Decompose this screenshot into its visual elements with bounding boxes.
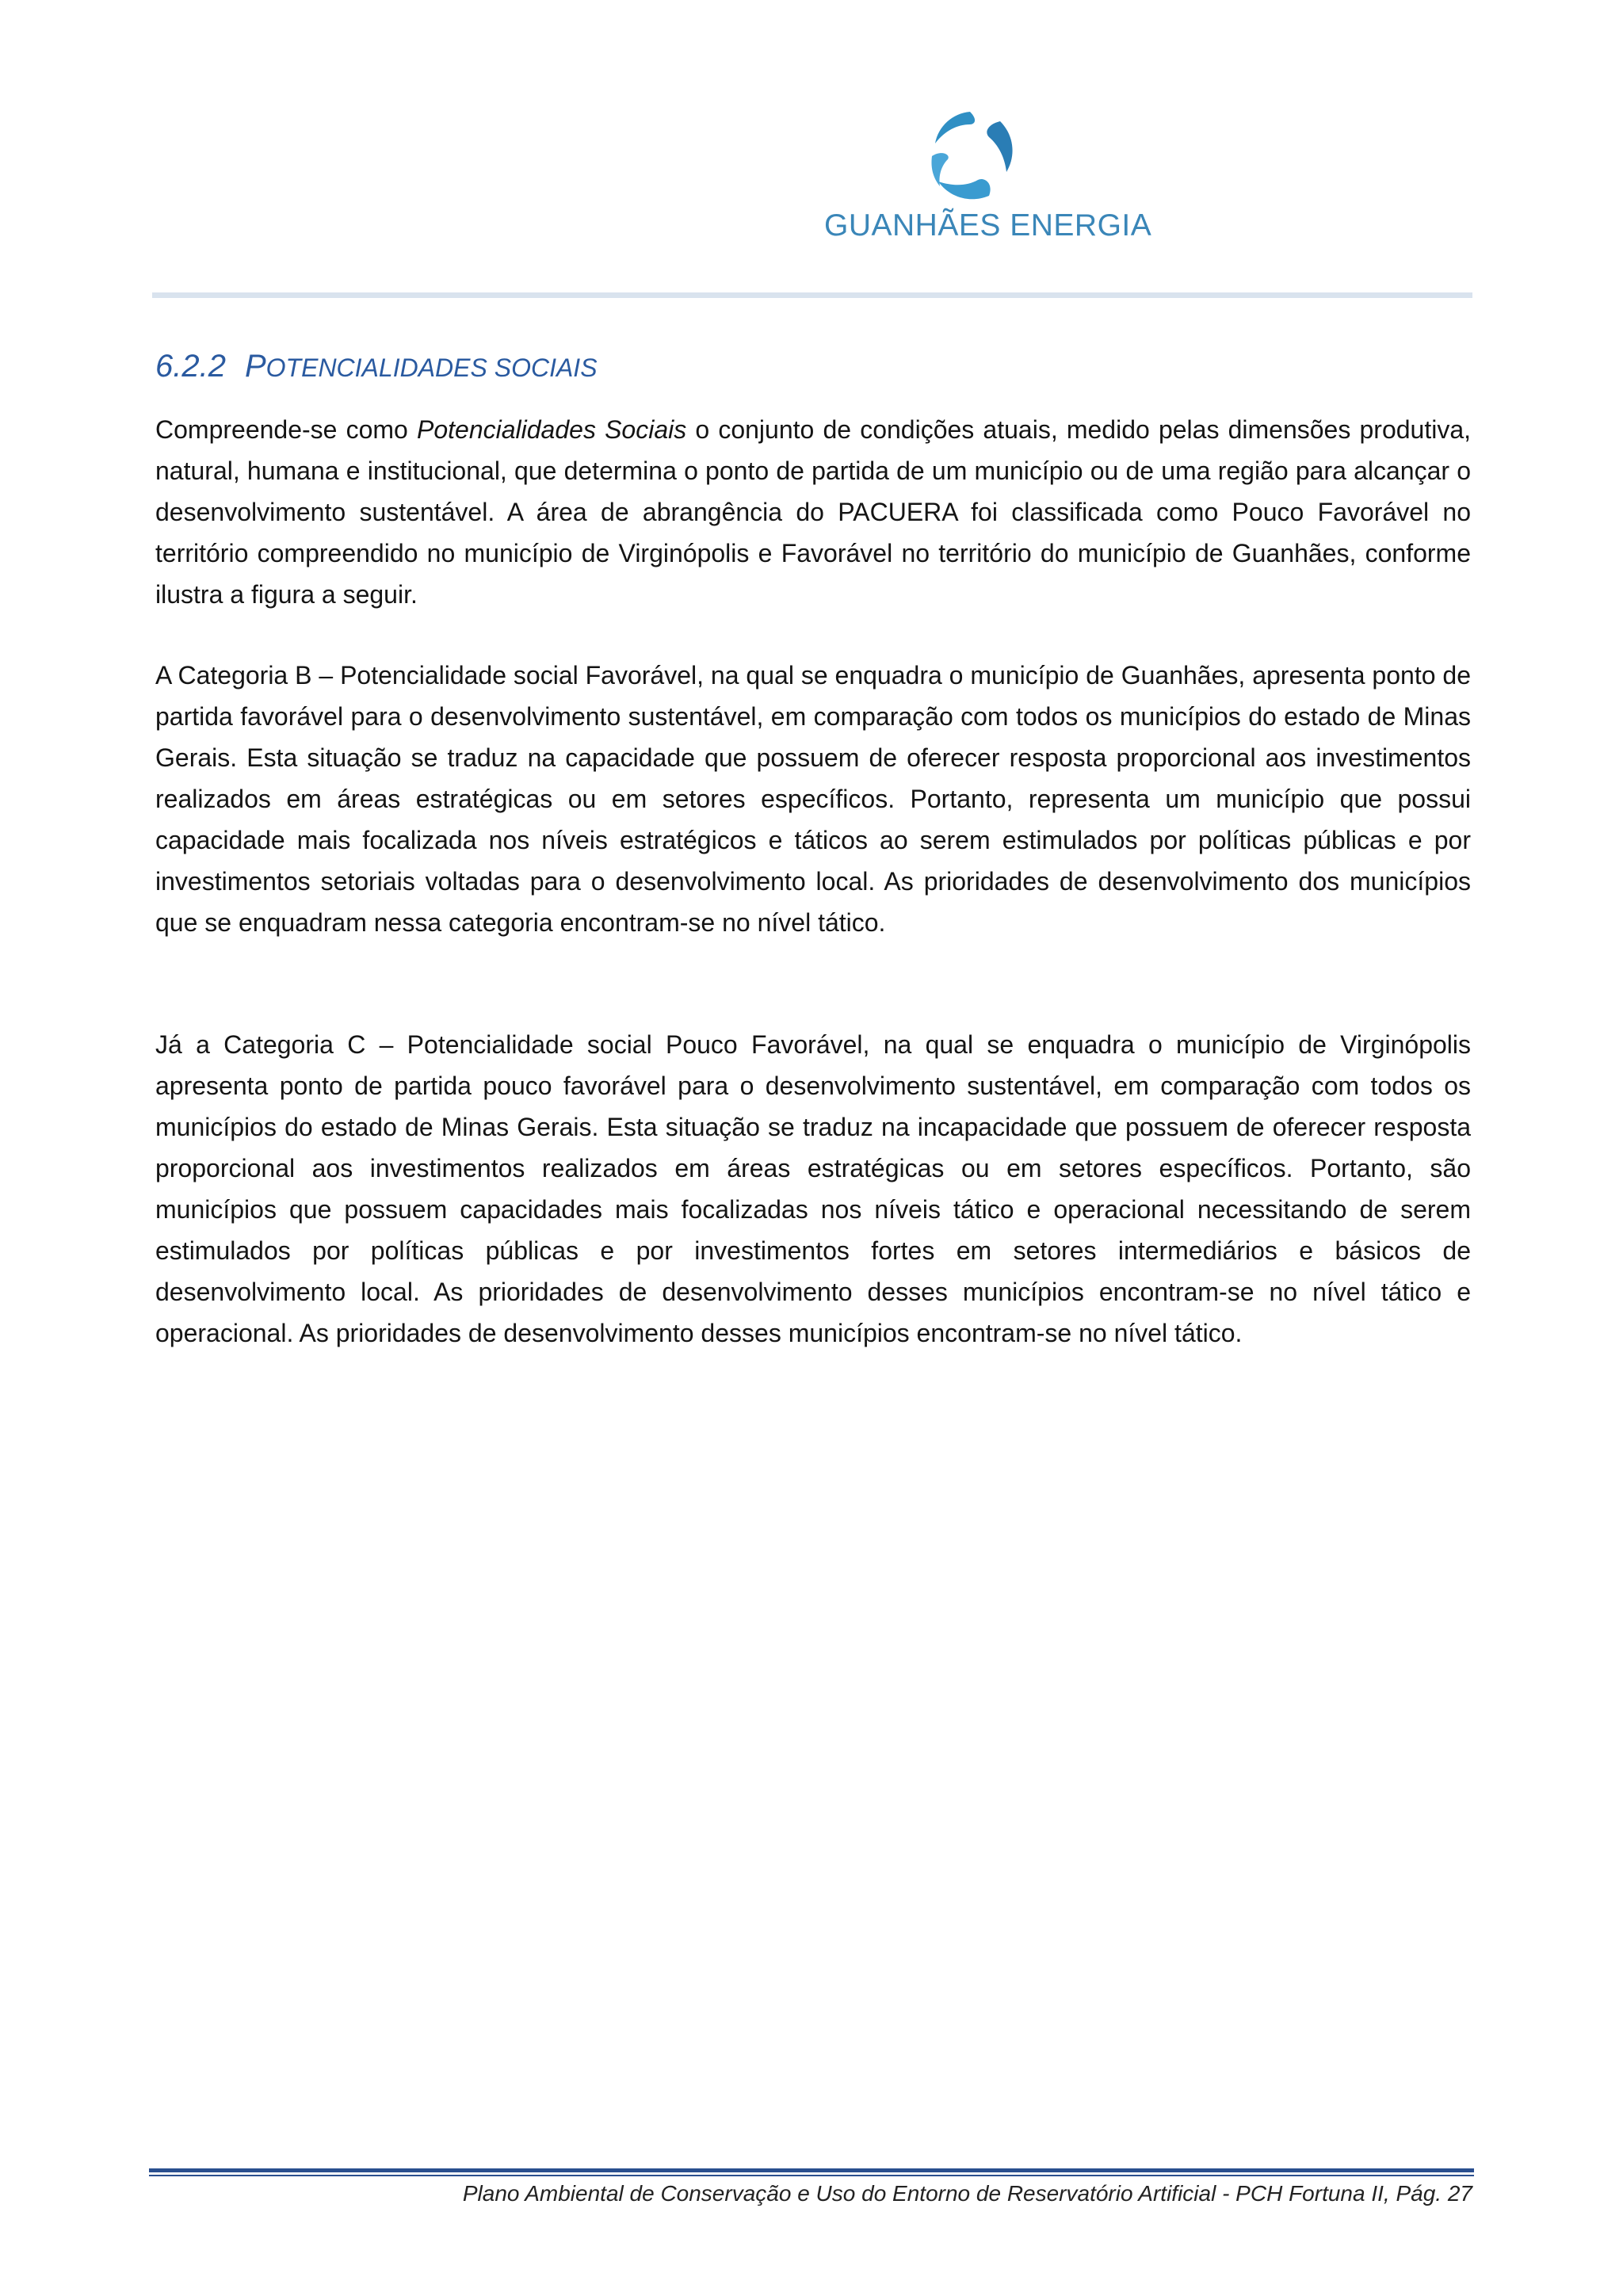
section-title-initial: P [244, 349, 266, 384]
footer-divider-thin [149, 2175, 1474, 2176]
section-number: 6.2.2 [155, 349, 226, 384]
section-title-rest: OTENCIALIDADES SOCIAIS [265, 353, 598, 382]
page-footer: Plano Ambiental de Conservação e Uso do Entorno de Reservatório Artificial - PCH Fortuna II, Pág. 27 [462, 2181, 1472, 2206]
header-divider [152, 292, 1472, 298]
paragraph-intro-start: Compreende-se como [155, 415, 417, 444]
paragraph-intro-end: o conjunto de condições atuais, medido pelas dimensões produtiva, natural, humana e institucional, que determina o ponto de partida de um município ou de uma região para alcançar o desenvolvimento sustentável. A área de abrangência do PACUERA foi classificada como Pouco Favorável no território compreendido no município de Virginópolis e Favorável no território do município de Guanhães, conforme ilustra a figura a seguir. [155, 415, 1472, 609]
paragraph-category-b: A Categoria B – Potencialidade social Favorável, na qual se enquadra o município de Guanhães, apresenta ponto de partida favorável para o desenvolvimento sustentável, em comparação com todos os municípios do estado de Minas Gerais. Esta situação se traduz na capacidade que possuem de oferecer resposta proporcional aos investimentos realizados em áreas estratégicas ou em setores específicos. Portanto, representa um município que possui capacidade mais focalizada nos níveis estratégicos e táticos ao serem estimulados por políticas públicas e por investimentos setoriais voltadas para o desenvolvimento local. As prioridades de desenvolvimento dos municípios que se enquadram nessa categoria encontram-se no nível tático. [155, 661, 1471, 937]
guanhaes-energia-logo-icon [921, 107, 1019, 205]
company-logo [824, 107, 1152, 246]
paragraph-category-c: Já a Categoria C – Potencialidade social Pouco Favorável, na qual se enquadra o município de Virginópolis apresenta ponto de partida pouco favorável para o desenvolvimento sustentável, em comparação com todos os municípios do estado de Minas Gerais. Esta situação se traduz na incapacidade que possuem de oferecer resposta proporcional aos investimentos realizados em áreas estratégicas ou em setores específicos. Portanto, são municípios que possuem capacidades mais focalizadas nos níveis tático e operacional necessitando de serem estimulados por políticas públicas e por investimentos fortes em setores intermediários e básicos de desenvolvimento local. As prioridades de desenvolvimento desses municípios encontram-se no nível tático e operacional. As prioridades de desenvolvimento desses municípios encontram-se no nível tático. [155, 1030, 1471, 1347]
footer-divider-thick [149, 2168, 1474, 2172]
paragraph-intro [155, 409, 1471, 615]
paragraph-intro-emphasis: Potencialidades Sociais [417, 415, 687, 444]
section-heading [155, 349, 598, 384]
logo-wordmark: GUANHÃES ENERGIA [824, 208, 1152, 243]
